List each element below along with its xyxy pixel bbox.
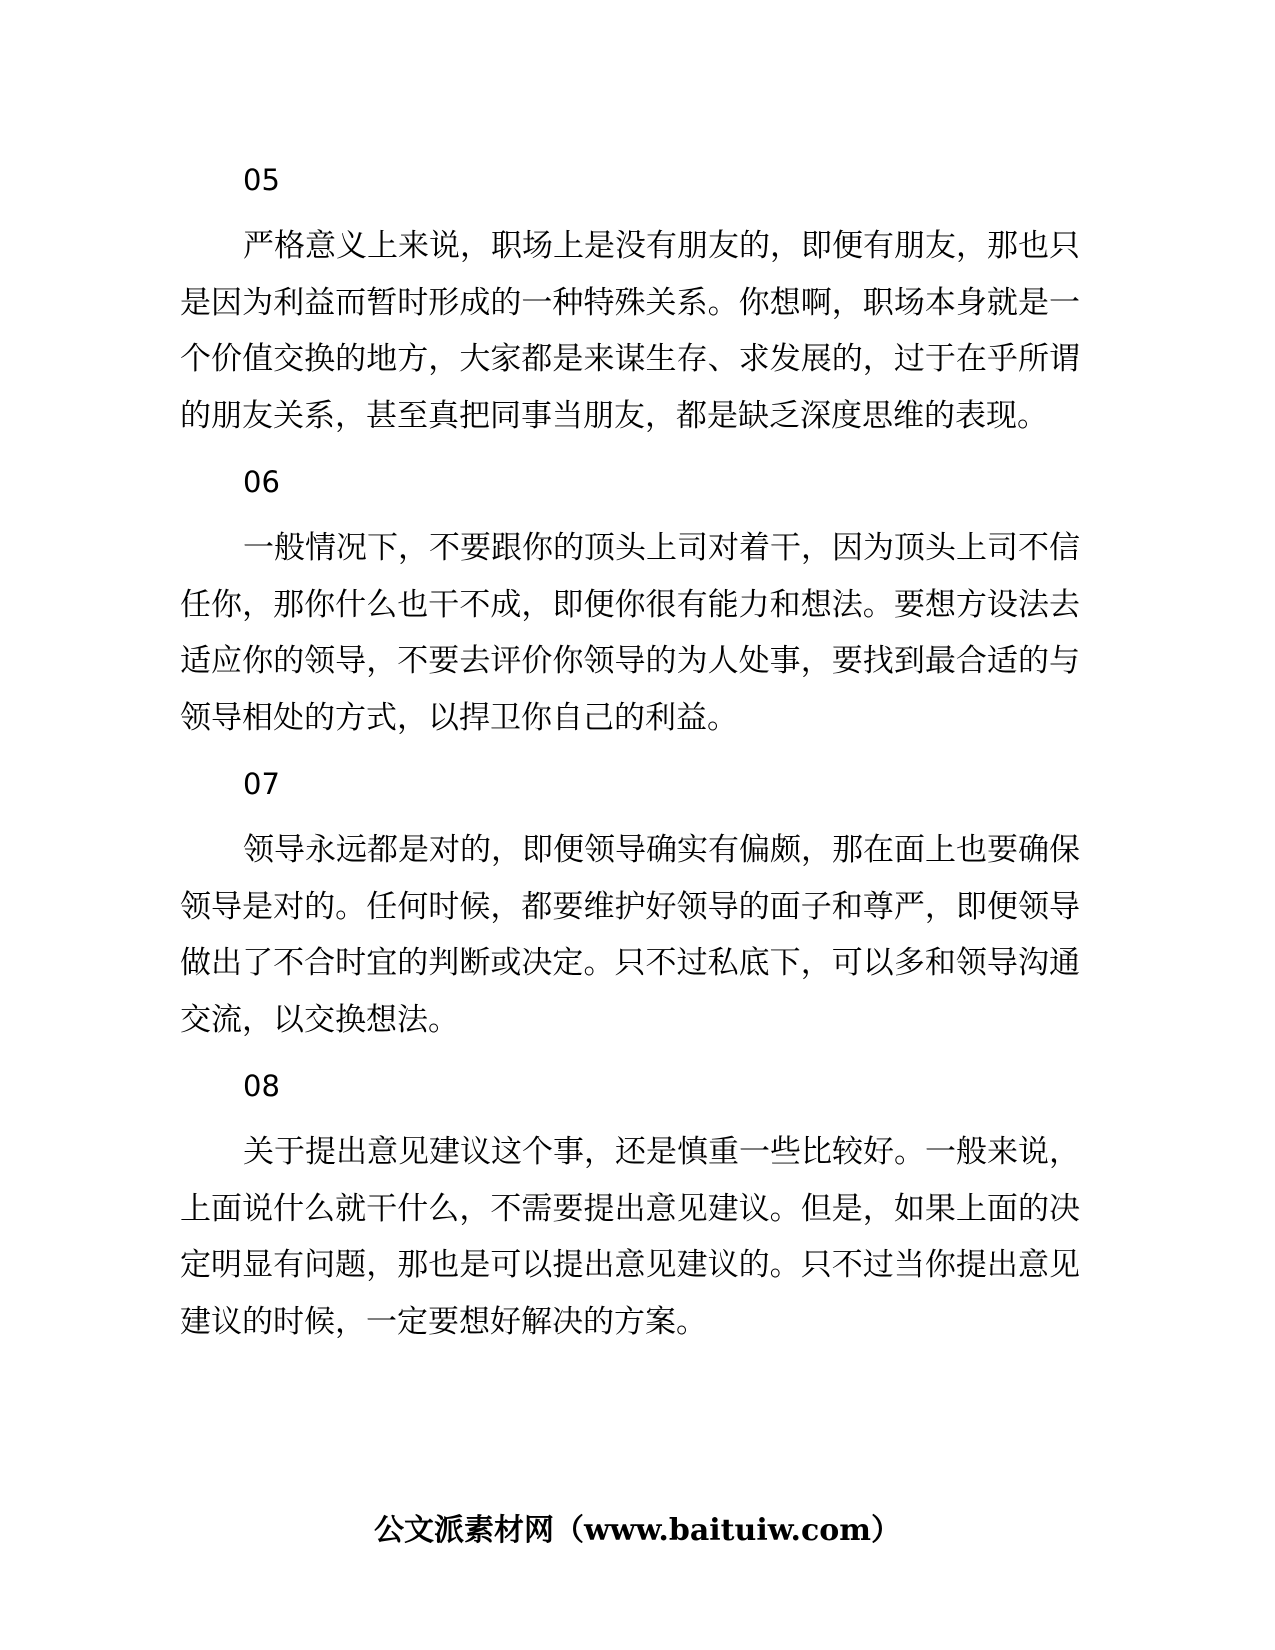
section-paragraph-07: 领导永远都是对的，即便领导确实有偏颇，那在面上也要确保领导是对的。任何时候，都要维护好领导的面子和尊严，即便领导做出了不合时宜的判断或决定。只不过私底下，可以多和领导沟通交流，以交换想法。 [180, 832, 1080, 1038]
section-number-08: 08 [243, 1069, 280, 1103]
section-number-06: 06 [243, 465, 280, 499]
document-body [180, 150, 1080, 1358]
section-number-07: 07 [243, 767, 280, 801]
section-paragraph-05: 严格意义上来说，职场上是没有朋友的，即便有朋友，那也只是因为利益而暂时形成的一种特殊关系。你想啊，职场本身就是一个价值交换的地方，大家都是来谋生存、求发展的，过于在乎所谓的朋友关系，甚至真把同事当朋友，都是缺乏深度思维的表现。 [180, 228, 1080, 434]
page-footer: 公文派素材网（www.baituiw.com） [373, 1513, 902, 1548]
section-number-05: 05 [243, 163, 280, 197]
section-paragraph-06: 一般情况下，不要跟你的顶头上司对着干，因为顶头上司不信任你，那你什么也干不成，即便你很有能力和想法。要想方设法去适应你的领导，不要去评价你领导的为人处事，要找到最合适的与领导相处的方式，以捍卫你自己的利益。 [180, 530, 1080, 736]
section-paragraph-08: 关于提出意见建议这个事，还是慎重一些比较好。一般来说，上面说什么就干什么，不需要提出意见建议。但是，如果上面的决定明显有问题，那也是可以提出意见建议的。只不过当你提出意见建议的时候，一定要想好解决的方案。 [180, 1134, 1080, 1340]
